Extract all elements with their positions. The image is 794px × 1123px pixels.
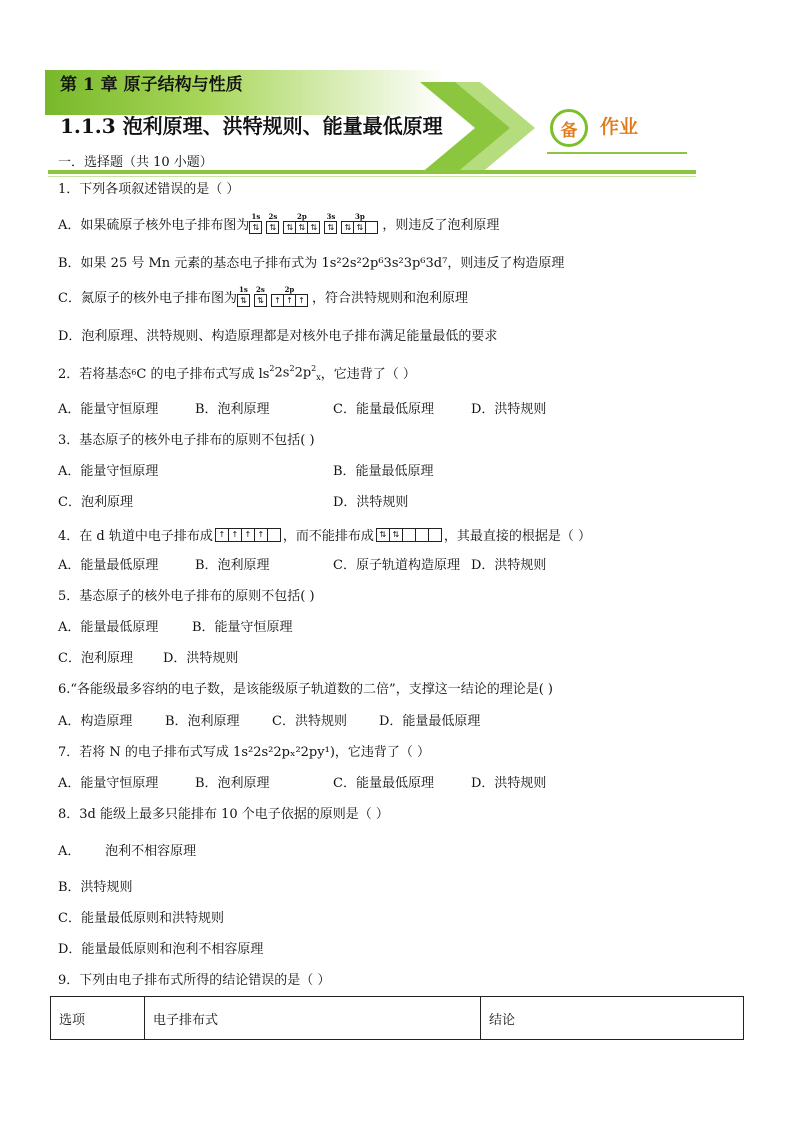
q2-option-a: A．能量守恒原理 [58, 402, 159, 417]
q5-option-c: C．泡利原理 [58, 651, 133, 666]
q5-option-b: B．能量守恒原理 [192, 620, 293, 635]
orbital-boxes [237, 294, 250, 307]
orbital-box: ⇅ [240, 296, 247, 305]
q9-stem: 9．下列由电子排布式所得的结论错误的是（ ） [58, 973, 331, 988]
q3-option-b: B．能量最低原理 [333, 464, 434, 479]
q8-option-a: A． 泡利不相容原理 [58, 844, 197, 859]
badge-icon: 备 [550, 109, 588, 147]
sulfur-orbital-1s [249, 213, 262, 234]
q6-option-d: D．能量最低原理 [379, 714, 481, 729]
orbital-label: 3s [326, 212, 336, 221]
orbital-label: 2p [297, 212, 307, 221]
q2-option-b: B．泡利原理 [195, 402, 270, 417]
q8-option-c: C．能量最低原则和洪特规则 [58, 911, 224, 926]
orbital-label: 1s [251, 212, 261, 221]
q7-option-d: D．洪特规则 [471, 776, 547, 791]
q7-stem: 7．若将 N 的电子排布式写成 1s²2s²2pₓ²2py¹)，它违背了（ ） [58, 745, 431, 760]
q4-stem-suffix: ，其最直接的根据是（ ） [443, 529, 592, 544]
page-title: 1.1.3 泡利原理、洪特规则、能量最低原理 [60, 114, 443, 138]
q1-option-c-prefix: C．氮原子的核外电子排布图为 [58, 291, 237, 306]
d-orbital-box-correct [215, 528, 281, 542]
orbital-box: ⇅ [257, 296, 264, 305]
orbital-box: ⇅ [310, 223, 318, 232]
q2-stem-tail: ，它违背了（ ） [320, 367, 416, 382]
q7-option-c: C．能量最低原理 [333, 776, 434, 791]
q7-option-b: B．泡利原理 [195, 776, 270, 791]
q6-option-b: B．泡利原理 [165, 714, 240, 729]
chapter-heading: 第 1 章 原子结构与性质 [60, 75, 243, 95]
q8-option-b: B．洪特规则 [58, 880, 133, 895]
orbital-box: ⇅ [296, 222, 308, 233]
orbital-label: 2s [268, 212, 278, 221]
orbital-box: ⇅ [269, 223, 277, 232]
orbital-boxes [341, 221, 378, 234]
q6-option-c: C．洪特规则 [272, 714, 347, 729]
q4-stem-mid: ，而不能排布成 [282, 529, 374, 544]
sulfur-orbital-3p [341, 213, 378, 234]
d-orbital-cell: ⇅ [377, 529, 390, 541]
orbital-boxes [254, 294, 267, 307]
q8-stem: 8．3d 能级上最多只能排布 10 个电子依据的原则是（ ） [58, 807, 389, 822]
table-header-option: 选项 [51, 997, 145, 1040]
q3-stem: 3．基态原子的核外电子排布的原则不包括( ) [58, 433, 315, 448]
q4-stem [58, 525, 591, 544]
d-orbital-cell [416, 529, 429, 541]
orbital-label: 3p [355, 212, 365, 221]
q5-stem: 5．基态原子的核外电子排布的原则不包括( ) [58, 589, 315, 604]
d-orbital-box-incorrect [376, 528, 442, 542]
q2-stem [58, 363, 416, 382]
q6-option-a: A．构造原理 [58, 714, 133, 729]
orbital-box: ↑ [272, 295, 284, 306]
sulfur-orbital-2s [266, 213, 279, 234]
q7-option-a: A．能量守恒原理 [58, 776, 159, 791]
orbital-box: ⇅ [284, 222, 296, 233]
table-header-config: 电子排布式 [145, 997, 481, 1040]
d-orbital-cell: ⇅ [390, 529, 403, 541]
q6-stem: 6.“各能级最多容纳的电子数，是该能级原子轨道数的二倍”，支撑这一结论的理论是( ) [58, 682, 553, 697]
section-heading: 一．选择题（共 10 小题） [58, 155, 213, 170]
sulfur-orbital-3s [324, 213, 337, 234]
q1-stem: 1．下列各项叙述错误的是（ ） [58, 182, 240, 197]
q4-option-b: B．泡利原理 [195, 558, 270, 573]
section-divider-thin [48, 176, 696, 177]
orbital-box [366, 222, 377, 233]
q1-option-c-suffix: ，符合洪特规则和泡利原理 [311, 291, 468, 306]
q2-option-d: D．洪特规则 [471, 402, 547, 417]
q1-option-b: B．如果 25 号 Mn 元素的基态电子排布式为 1s²2s²2p⁶3s²3p⁶3d⁷，则违反了构造原理 [58, 256, 565, 271]
table-header-conclusion: 结论 [481, 997, 744, 1040]
d-orbital-cell [268, 529, 280, 541]
orbital-boxes [266, 221, 279, 234]
q1-option-d: D．泡利原理、洪特规则、构造原理都是对核外电子排布满足能量最低的要求 [58, 329, 498, 344]
q4-option-a: A．能量最低原理 [58, 558, 159, 573]
q2-stem-prefix: 2．若将基态 [58, 367, 132, 382]
q3-option-a: A．能量守恒原理 [58, 464, 159, 479]
section-divider [48, 170, 696, 174]
nitrogen-orbital-2p [271, 286, 308, 307]
orbital-box: ⇅ [342, 222, 354, 233]
orbital-label: 1s [239, 285, 248, 294]
q1-option-a-prefix: A．如果硫原子核外电子排布图为 [58, 218, 250, 233]
nitrogen-orbital-2s [254, 286, 267, 307]
orbital-box: ⇅ [354, 222, 366, 233]
d-orbital-cell [403, 529, 416, 541]
q2-atomic-number: 6 [131, 368, 137, 377]
q5-option-a: A．能量最低原理 [58, 620, 159, 635]
nitrogen-orbital-1s [237, 286, 250, 307]
q1-option-a-suffix: ，则违反了泡利原理 [382, 218, 500, 233]
orbital-boxes [283, 221, 320, 234]
d-orbital-cell: ↑ [255, 529, 268, 541]
badge-label: 作业 [600, 116, 639, 138]
d-orbital-cell: ↑ [242, 529, 255, 541]
sulfur-orbital-diagram [249, 213, 382, 234]
orbital-boxes [271, 294, 308, 307]
orbital-box: ⇅ [252, 223, 260, 232]
q2-stem-mid: C 的电子排布式写成 ls [136, 367, 270, 382]
q4-option-d: D．洪特规则 [471, 558, 547, 573]
orbital-box: ↑ [284, 295, 296, 306]
d-orbital-cell: ↑ [216, 529, 229, 541]
orbital-boxes [324, 221, 337, 234]
q2-formula: $^22s^22p^2_x$ [269, 363, 321, 382]
table-header-row [51, 997, 744, 1040]
q4-stem-prefix: 4．在 d 轨道中电子排布成 [58, 529, 213, 544]
badge-underline [547, 152, 687, 154]
q2-option-c: C．能量最低原理 [333, 402, 434, 417]
q1-option-c [58, 286, 468, 307]
q3-option-c: C．泡利原理 [58, 495, 133, 510]
orbital-label: 2p [284, 285, 295, 294]
sulfur-orbital-2p [283, 213, 320, 234]
orbital-boxes [249, 221, 262, 234]
orbital-box: ⇅ [327, 223, 335, 232]
q8-option-d: D．能量最低原则和泡利不相容原理 [58, 942, 264, 957]
q5-option-d: D．洪特规则 [163, 651, 239, 666]
orbital-label: 2s [256, 285, 265, 294]
q3-option-d: D．洪特规则 [333, 495, 409, 510]
d-orbital-cell [429, 529, 441, 541]
orbital-box: ↑ [298, 296, 305, 305]
q1-option-a [58, 213, 499, 234]
d-orbital-cell: ↑ [229, 529, 242, 541]
q4-option-c: C．原子轨道构造原理 [333, 558, 460, 573]
nitrogen-orbital-diagram [237, 286, 312, 307]
q9-table [50, 996, 744, 1040]
